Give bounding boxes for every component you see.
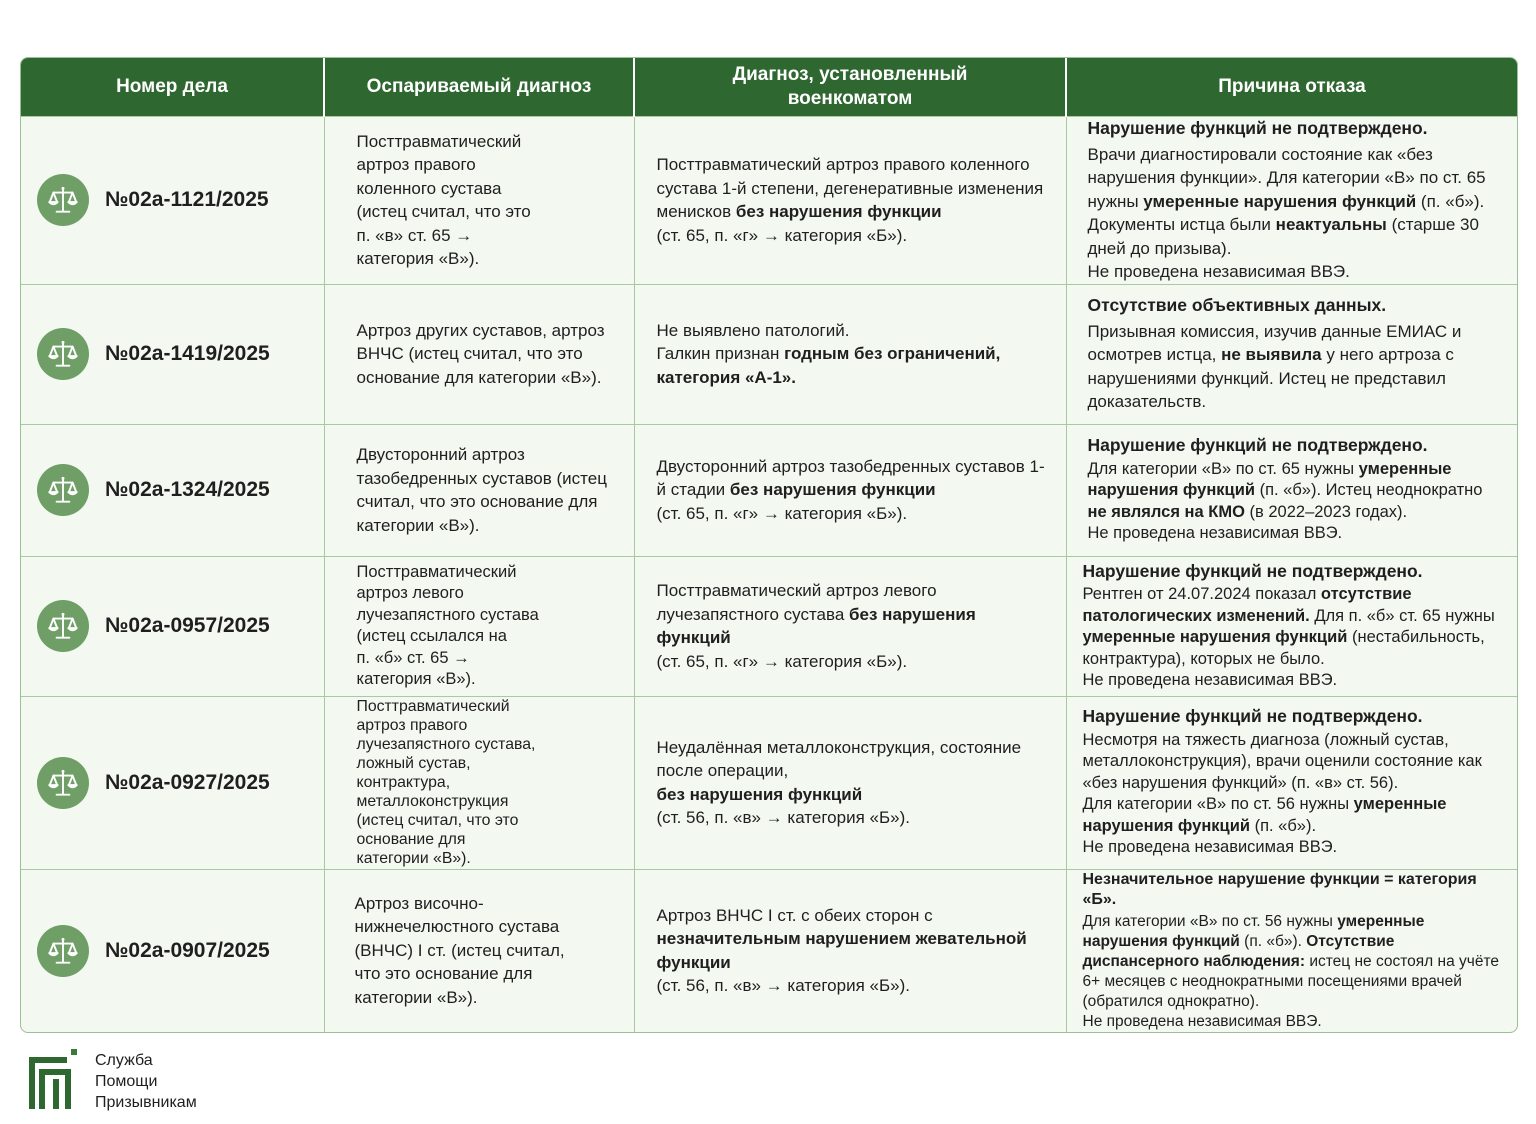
contested-line: ложный сустав,	[356, 755, 471, 772]
case-number: №02а-1324/2025	[105, 478, 270, 501]
reason-text: Не проведена независимая ВВЭ.	[1082, 838, 1338, 857]
voenkomat-text: Посттравматический артроз левого лучезапястного сустава	[656, 581, 937, 624]
refusal-reason	[1067, 435, 1518, 545]
reason-bold: умеренные нарушения функций	[1082, 628, 1348, 646]
contested-line: лучезапястного сустава,	[356, 736, 536, 753]
reason-title: Нарушение функций не подтверждено.	[1082, 560, 1423, 581]
contested-diagnosis	[325, 130, 634, 271]
scales-icon	[37, 600, 89, 652]
reason-text: Призывная комиссия, изучив данные ЕМИАС и осмотрев истца,	[1087, 321, 1462, 365]
reason-text: Для п. «б» ст. 65 нужны	[1314, 606, 1495, 625]
voenkomat-bold: без нарушения функций	[656, 784, 863, 804]
case-cell	[21, 556, 324, 696]
contested-line: п. «в» ст. 65 →	[356, 225, 473, 245]
table-header-row	[21, 58, 1517, 117]
contested-diagnosis: Двусторонний артроз тазобедренных суставов (истец считал, что это основание для категории «В»).	[356, 445, 607, 535]
reason-text: (старше 30 дней до призыва).	[1087, 215, 1479, 258]
refusal-reason	[1067, 870, 1518, 1032]
voenkomat-cell	[634, 696, 1066, 869]
reason-title: Отсутствие объективных данных.	[1087, 295, 1387, 316]
scales-icon	[37, 757, 89, 809]
reason-text: Для категории «В» по ст. 56 нужны	[1082, 912, 1333, 930]
reason-text: (п. «б»). Документы истца были	[1087, 191, 1485, 234]
reason-text: Врачи диагностировали состояние как «без нарушения функции». Для категории «В» по ст. 65 нужны	[1087, 144, 1486, 211]
case-cell	[21, 284, 324, 424]
case-number: №02а-0927/2025	[105, 770, 270, 794]
contested-line: нижнечелюстного сустава	[354, 917, 560, 937]
reason-text: (п. «б»).	[1244, 932, 1302, 950]
contested-diagnosis	[325, 562, 634, 691]
table-row	[21, 556, 1517, 696]
reason-bold: не являлся на КМО	[1087, 502, 1245, 521]
reason-bold: Отсутствие диспансерного наблюдения:	[1082, 932, 1395, 970]
voenkomat-text: Посттравматический артроз правого коленного сустава 1-й степени, дегенеративные изменения менисков	[656, 155, 1044, 222]
case-number: №02а-0907/2025	[105, 938, 270, 962]
reason-title: Нарушение функций не подтверждено.	[1082, 706, 1423, 727]
contested-line: (истец считал, что это	[356, 812, 519, 829]
contested-cell	[324, 284, 634, 424]
voenkomat-diagnosis	[635, 153, 1066, 247]
reason-cell	[1066, 424, 1517, 556]
contested-line: контрактура,	[356, 774, 451, 791]
building-logo-icon	[27, 1049, 79, 1111]
contested-line: лучезапястного сустава	[356, 605, 539, 624]
contested-line: артроз правого	[356, 717, 468, 734]
scales-icon	[37, 464, 89, 516]
reason-text: Для категории «В» по ст. 65 нужны	[1087, 459, 1355, 478]
refusal-reason	[1067, 706, 1518, 859]
contested-line: Артроз височно-	[354, 893, 484, 913]
header-case-number: Номер дела	[21, 58, 324, 117]
contested-line: что это основание для	[354, 964, 533, 984]
reason-text: (п. «б»). Истец неоднократно	[1259, 481, 1483, 500]
reason-cell	[1066, 696, 1517, 869]
contested-line: категория «В»).	[356, 249, 480, 269]
refusal-reason	[1067, 561, 1518, 692]
contested-line: основание для	[356, 831, 466, 848]
voenkomat-bold: годным без ограничений, категория «А-1».	[656, 344, 1001, 387]
reason-text: (в 2022–2023 годах).	[1249, 502, 1408, 521]
reason-cell	[1066, 556, 1517, 696]
case-cell	[21, 117, 324, 285]
contested-cell	[324, 556, 634, 696]
table-row	[21, 696, 1517, 869]
voenkomat-diagnosis	[635, 579, 1066, 673]
brand-name	[95, 1050, 197, 1113]
reason-title: Незначительное нарушение функции = категория «Б».	[1082, 870, 1477, 908]
reason-title: Нарушение функций не подтверждено.	[1087, 435, 1428, 456]
reason-cell	[1066, 117, 1517, 285]
brand-line: Служба	[95, 1052, 153, 1069]
contested-line: Посттравматический	[356, 131, 522, 151]
contested-line: категория «В»).	[356, 670, 476, 688]
reason-text: Для категории «В» по ст. 56 нужны	[1082, 795, 1350, 814]
voenkomat-text: (ст. 56, п. «в» → категория «Б»).	[656, 808, 910, 827]
reason-bold: неактуальны	[1275, 215, 1387, 234]
voenkomat-bold: без нарушения функций	[656, 604, 976, 647]
contested-line: (истец ссылался на	[356, 627, 507, 645]
contested-line: категории «В»).	[356, 850, 471, 867]
contested-line: (ВНЧС) I ст. (истец считал,	[354, 940, 565, 960]
contested-cell	[324, 424, 634, 556]
voenkomat-bold: незначительным нарушением жевательной функции	[656, 929, 1027, 972]
voenkomat-text: Артроз ВНЧС I ст. с обеих сторон с	[656, 905, 933, 925]
case-number: №02а-1121/2025	[105, 188, 269, 212]
voenkomat-cell	[634, 424, 1066, 556]
contested-cell	[324, 869, 634, 1032]
voenkomat-text: Неудалённая металлоконструкция, состояние после операции,	[656, 737, 1022, 780]
refusal-reason	[1067, 117, 1518, 284]
scales-icon	[37, 174, 89, 226]
voenkomat-text: (ст. 65, п. «г» → категория «Б»).	[656, 651, 908, 671]
voenkomat-bold: без нарушения функции	[729, 480, 936, 500]
header-voenkomat-label: Диагноз, установленный военкоматом	[732, 64, 968, 109]
reason-bold: умеренные нарушения функций	[1087, 459, 1452, 500]
reason-text: Не проведена независимая ВВЭ.	[1082, 671, 1338, 689]
voenkomat-cell	[634, 869, 1066, 1032]
brand-line: Призывникам	[95, 1094, 197, 1111]
reason-text: Не проведена независимая ВВЭ.	[1087, 262, 1350, 281]
case-cell	[21, 869, 324, 1032]
contested-line: Посттравматический	[356, 698, 510, 715]
contested-line: категории «В»).	[354, 987, 478, 1007]
reason-cell	[1066, 869, 1517, 1032]
contested-line: п. «б» ст. 65 →	[356, 648, 470, 667]
reason-text: Не проведена независимая ВВЭ.	[1087, 524, 1343, 543]
voenkomat-text: (ст. 65, п. «г» → категория «Б»).	[656, 503, 908, 523]
case-cell	[21, 696, 324, 869]
reason-text: истец не состоял на учёте 6+ месяцев с неоднократными посещениями врачей (обратился однократно).	[1082, 952, 1500, 1010]
contested-cell	[324, 117, 634, 285]
reason-bold: умеренные нарушения функций	[1143, 191, 1417, 211]
brand-logo	[27, 1049, 197, 1113]
reason-text: Не проведена независимая ВВЭ.	[1082, 1012, 1322, 1030]
voenkomat-text: Не выявлено патологий.	[656, 320, 850, 340]
reason-text: (нестабильность, контрактура), которых не было.	[1082, 628, 1485, 668]
voenkomat-text: Галкин признан	[656, 344, 780, 364]
header-contested-diagnosis: Оспариваемый диагноз	[324, 58, 634, 117]
contested-line: артроз левого	[356, 584, 464, 602]
header-voenkomat-diagnosis	[634, 58, 1066, 117]
reason-text: у него артроза с нарушениями функций. Истец не представил доказательств.	[1087, 345, 1454, 412]
scales-icon	[37, 925, 89, 977]
voenkomat-cell	[634, 117, 1066, 285]
voenkomat-text: Двусторонний артроз тазобедренных суставов 1-й стадии	[656, 456, 1045, 500]
reason-title: Нарушение функций не подтверждено.	[1087, 118, 1428, 138]
reason-text: (п. «б»).	[1254, 816, 1317, 835]
reason-bold: не выявила	[1221, 345, 1322, 365]
brand-line: Помощи	[95, 1073, 158, 1090]
contested-line: (истец считал, что это	[356, 202, 531, 222]
cases-table-container	[20, 57, 1518, 1033]
cases-table	[21, 58, 1517, 1032]
contested-line: металлоконструкция	[356, 793, 509, 810]
table-row	[21, 117, 1517, 285]
case-number: №02а-0957/2025	[105, 614, 270, 637]
case-cell	[21, 424, 324, 556]
case-number: №02а-1419/2025	[105, 342, 270, 365]
voenkomat-diagnosis	[635, 904, 1066, 998]
reason-cell	[1066, 284, 1517, 424]
contested-cell	[324, 696, 634, 869]
refusal-reason	[1067, 294, 1518, 414]
voenkomat-bold: без нарушения функции	[735, 202, 942, 222]
contested-diagnosis	[325, 697, 634, 868]
contested-line: артроз правого	[356, 155, 476, 175]
voenkomat-cell	[634, 556, 1066, 696]
voenkomat-diagnosis	[635, 736, 1066, 830]
contested-diagnosis: Артроз других суставов, артроз ВНЧС (истец считал, что это основание для категории «В»).	[356, 320, 605, 387]
scales-icon	[37, 328, 89, 380]
voenkomat-diagnosis	[635, 319, 1066, 390]
reason-text: Рентген от 24.07.2024 показал	[1082, 585, 1317, 603]
reason-bold: умеренные нарушения функций	[1082, 912, 1425, 950]
voenkomat-text: (ст. 65, п. «г» → категория «Б»).	[656, 225, 908, 245]
table-row	[21, 424, 1517, 556]
reason-bold: умеренные нарушения функций	[1082, 795, 1447, 835]
contested-diagnosis	[325, 892, 634, 1010]
table-row	[21, 284, 1517, 424]
table-row	[21, 869, 1517, 1032]
voenkomat-text: (ст. 56, п. «в» → категория «Б»).	[656, 976, 910, 995]
voenkomat-cell	[634, 284, 1066, 424]
reason-bold: отсутствие патологических изменений.	[1082, 585, 1412, 625]
header-refusal-reason: Причина отказа	[1066, 58, 1517, 117]
contested-line: Посттравматический	[356, 562, 517, 581]
voenkomat-diagnosis	[635, 455, 1066, 526]
contested-line: коленного сустава	[356, 178, 502, 198]
reason-text: Несмотря на тяжесть диагноза (ложный сустав, металлоконструкция), врачи оценили состояние как «без нарушения функций» (п. «в» ст. 56).	[1082, 730, 1482, 792]
